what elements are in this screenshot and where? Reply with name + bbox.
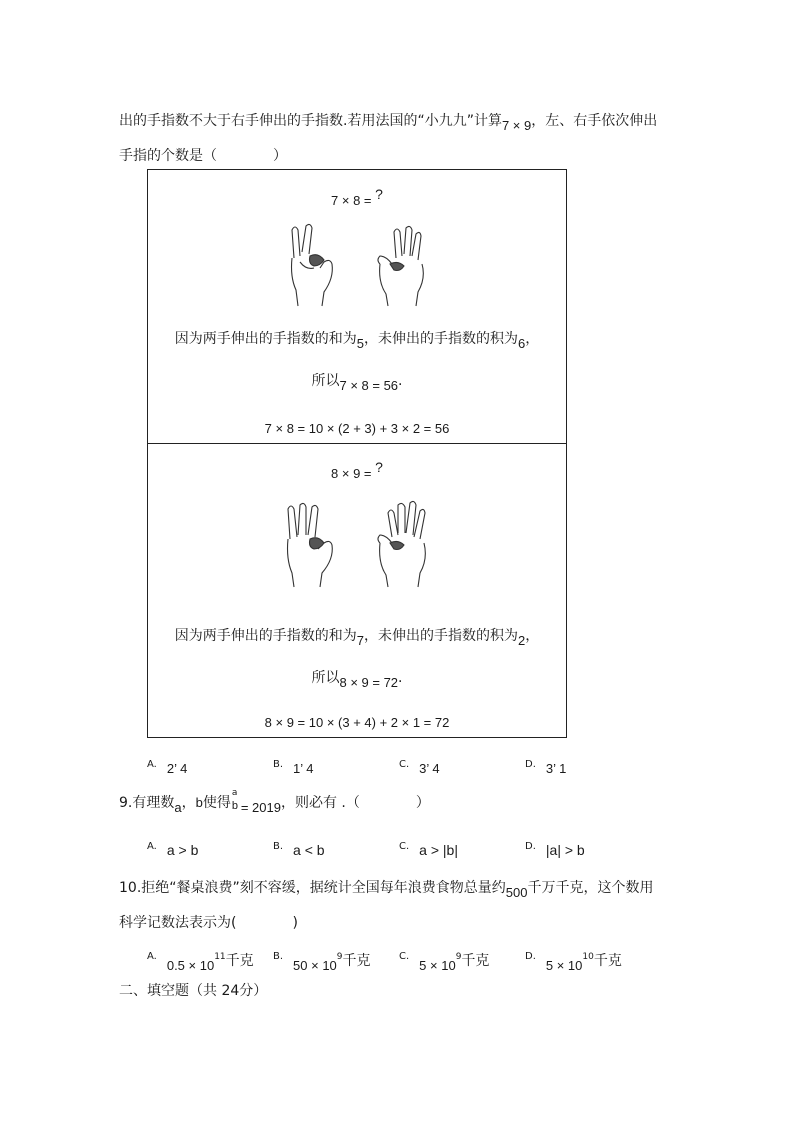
left-hand-three-fingers-icon <box>282 499 340 589</box>
box1-so: 所以 <box>311 373 340 389</box>
option-text: 2’ 4 <box>166 761 188 776</box>
box2-qmark: ? <box>375 459 383 475</box>
q8-option-c[interactable] <box>399 758 440 777</box>
box1-formula: 7 × 8 = 10 × (2 + 3) + 3 × 2 = 56 <box>264 421 450 436</box>
option-exponent: 9 <box>336 952 343 962</box>
box2-so: 所以 <box>311 670 340 686</box>
box2-result: 8 × 9 = 72 <box>339 675 399 690</box>
option-unit: 千克 <box>461 953 490 969</box>
q10-option-a[interactable] <box>147 950 254 973</box>
option-letter: B. <box>273 759 284 770</box>
option-text: a > |b| <box>419 842 458 858</box>
box2-conclusion <box>148 667 566 690</box>
example-box-8x9 <box>147 443 567 738</box>
option-text: 1’ 4 <box>293 761 314 776</box>
q8-stem-line1 <box>119 110 658 133</box>
box2-question-text: 8 × 9 = <box>331 466 372 481</box>
section-heading-fill-in-blank: 二、填空题（共 24分） <box>119 983 268 999</box>
q9-fraction <box>231 788 241 812</box>
box1-reason <box>148 328 566 351</box>
q9-equation: = 2019 <box>240 800 281 815</box>
q10-amount: 500 <box>505 885 528 900</box>
q8-option-b[interactable] <box>273 758 314 777</box>
box2-reason-text: 因为两手伸出的手指数的和为 <box>174 628 357 644</box>
option-exponent: 10 <box>582 952 594 962</box>
option-letter: C. <box>399 841 410 852</box>
box1-reason-text-2: ，未伸出的手指数的积为 <box>364 331 518 347</box>
box2-product: 2 <box>518 633 526 648</box>
q8-stem-text: 出的手指数不大于右手伸出的手指数.若用法国的“小九九”计算 <box>119 113 502 129</box>
option-text: |a| > b <box>545 842 585 858</box>
option-text: 3’ 1 <box>545 761 567 776</box>
option-letter: A. <box>147 759 157 770</box>
option-text: a > b <box>166 842 199 858</box>
option-text: a < b <box>293 842 325 858</box>
option-letter: A. <box>147 951 157 962</box>
option-letter: C. <box>399 951 410 962</box>
option-letter: D. <box>525 841 536 852</box>
option-exponent: 11 <box>214 952 226 962</box>
q9-frac-den: b <box>231 800 238 812</box>
example-box-7x8 <box>147 169 567 444</box>
option-unit: 千克 <box>225 953 254 969</box>
q8-option-a[interactable] <box>147 758 187 777</box>
q9-stem <box>119 788 430 815</box>
box1-sum: 5 <box>356 336 364 351</box>
option-letter: B. <box>273 951 284 962</box>
right-hand-three-fingers-icon <box>374 224 432 308</box>
option-letter: D. <box>525 951 536 962</box>
option-base: 0.5 × 10 <box>166 958 215 973</box>
option-unit: 千克 <box>342 953 371 969</box>
q9-option-a[interactable] <box>147 840 198 859</box>
q10-option-d[interactable] <box>525 950 622 973</box>
box1-product: 6 <box>518 336 526 351</box>
box1-result-end: . <box>398 373 403 389</box>
box2-reason-end: ， <box>525 628 540 644</box>
q10-stem-line2: 科学记数法表示为( ) <box>119 915 298 931</box>
q10-option-b[interactable] <box>273 950 371 973</box>
q9-option-d[interactable] <box>525 840 585 859</box>
option-letter: C. <box>399 759 410 770</box>
box1-question-text: 7 × 8 = <box>331 193 372 208</box>
box1-result: 7 × 8 = 56 <box>339 378 399 393</box>
q9-stem-text-3: ，则必有 .（ ） <box>280 795 430 811</box>
q10-option-c[interactable] <box>399 950 490 973</box>
q8-stem-line2: 手指的个数是（ ） <box>119 148 287 164</box>
q8-option-d[interactable] <box>525 758 566 777</box>
option-text: 3’ 4 <box>419 761 440 776</box>
box1-conclusion <box>148 370 566 393</box>
option-base: 5 × 10 <box>419 958 456 973</box>
q9-option-b[interactable] <box>273 840 325 859</box>
box2-reason <box>148 625 566 648</box>
q10-stem-text: 10.拒绝“餐桌浪费”刻不容缓，据统计全国每年浪费食物总量约 <box>119 880 506 896</box>
q9-stem-text: 9.有理数 <box>119 795 175 811</box>
box1-reason-text: 因为两手伸出的手指数的和为 <box>174 331 357 347</box>
q10-stem-text-2: 千万千克，这个数用 <box>527 880 654 896</box>
option-base: 5 × 10 <box>545 958 583 973</box>
box1-qmark: ? <box>375 186 383 202</box>
q8-expression: 7 × 9 <box>501 118 532 133</box>
box2-reason-text-2: ，未伸出的手指数的积为 <box>364 628 518 644</box>
option-base: 50 × 10 <box>293 958 337 973</box>
q9-stem-text-2: 使得 <box>202 795 231 811</box>
left-hand-two-fingers-icon <box>286 222 340 308</box>
box2-formula: 8 × 9 = 10 × (3 + 4) + 2 × 1 = 72 <box>264 715 450 730</box>
box2-result-end: . <box>398 670 403 686</box>
q9-comma: ， <box>181 795 196 811</box>
box2-sum: 7 <box>356 633 364 648</box>
box2-question <box>148 459 566 481</box>
option-letter: B. <box>273 841 284 852</box>
option-exponent: 9 <box>455 952 462 962</box>
q9-frac-num: a <box>231 788 238 798</box>
q10-stem-line1 <box>119 877 654 900</box>
q9-var-b: b <box>195 795 203 810</box>
q9-var-a: a <box>174 800 182 815</box>
option-letter: A. <box>147 841 157 852</box>
box1-reason-end: ， <box>525 331 540 347</box>
q8-stem-text-2: ，左、右手依次伸出 <box>531 113 658 129</box>
right-hand-four-fingers-icon <box>374 499 434 589</box>
box1-question <box>148 186 566 208</box>
option-letter: D. <box>525 759 536 770</box>
q9-option-c[interactable] <box>399 840 458 859</box>
option-unit: 千克 <box>593 953 622 969</box>
